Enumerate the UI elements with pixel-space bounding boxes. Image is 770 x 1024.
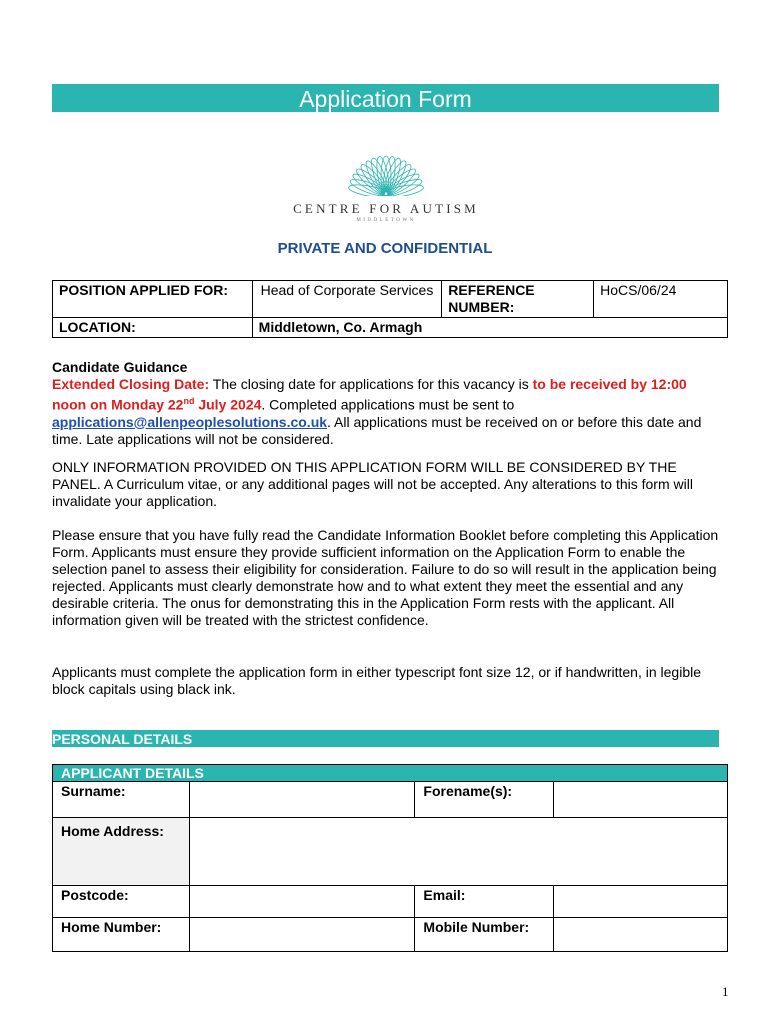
form-title: Application Form	[299, 86, 472, 112]
position-label: POSITION APPLIED FOR:	[53, 281, 253, 318]
postcode-label: Postcode:	[53, 886, 190, 918]
centre-for-autism-logo	[278, 138, 494, 230]
ensure-paragraph: Please ensure that you have fully read the Candidate Information Booklet before completing this Application Form. Applicants must ensure they provide sufficient information on the Application Form to enable the selection panel to assess their eligibility for consideration. Failure to do so will result in the application being rejected. Applicants must clearly demonstrate how and to what extent they meet the essential and any desirable criteria. The onus for demonstrating this in the Application Form rests with the applicant. All information given will be treated with the strictest confidence.	[52, 527, 719, 628]
location-label: LOCATION:	[53, 318, 253, 338]
forename-label: Forename(s):	[415, 782, 554, 818]
closing-deadline-sup: nd	[183, 396, 195, 406]
applications-email-link[interactable]: applications@allenpeoplesolutions.co.uk	[52, 413, 328, 430]
surname-label: Surname:	[53, 782, 190, 818]
home-address-field[interactable]	[189, 818, 727, 886]
mobile-number-label: Mobile Number:	[415, 918, 554, 952]
personal-details-title: PERSONAL DETAILS	[52, 731, 193, 747]
home-number-field[interactable]	[189, 918, 415, 952]
closing-text-2: . Completed applications must be sent to	[261, 396, 515, 413]
reference-label: REFERENCE NUMBER:	[442, 281, 594, 318]
page-number: 1	[722, 984, 729, 999]
closing-date-paragraph	[52, 376, 722, 448]
closing-deadline-2: July 2024	[194, 396, 262, 413]
email-label: Email:	[415, 886, 554, 918]
closing-date-label: Extended Closing Date:	[52, 376, 210, 392]
surname-field[interactable]	[189, 782, 415, 818]
forename-field[interactable]	[554, 782, 728, 818]
flower-logo-icon	[332, 138, 440, 196]
mobile-number-field[interactable]	[554, 918, 728, 952]
personal-details-bar	[52, 730, 719, 747]
home-address-label: Home Address:	[53, 818, 190, 886]
location-value: Middletown, Co. Armagh	[252, 318, 727, 338]
closing-text-1: The closing date for applications for this vacancy is	[209, 376, 533, 392]
logo-name: CENTRE FOR AUTISM	[293, 201, 479, 216]
postcode-field[interactable]	[189, 886, 415, 918]
confidential-heading: PRIVATE AND CONFIDENTIAL	[277, 240, 493, 257]
email-field[interactable]	[554, 886, 728, 918]
reference-value: HoCS/06/24	[594, 281, 728, 318]
guidance-heading: Candidate Guidance	[52, 359, 188, 375]
only-information-paragraph: ONLY INFORMATION PROVIDED ON THIS APPLICATION FORM WILL BE CONSIDERED BY THE PANEL. A Curriculum vitae, or any additional pages will not be accepted. Any alterations to this form will invalidate your application.	[52, 459, 693, 509]
home-number-label: Home Number:	[53, 918, 190, 952]
form-title-bar	[52, 84, 719, 112]
candidate-guidance	[52, 359, 722, 448]
closing-deadline-1: to be received by 12:00 noon on Monday 22	[52, 376, 687, 413]
logo-town: MIDDLETOWN	[356, 218, 416, 223]
position-value: Head of Corporate Services	[252, 281, 442, 318]
closing-text-3: . All applications must be received on or before this date and time. Late applications will not be considered.	[52, 413, 702, 447]
applicant-details-header: APPLICANT DETAILS	[53, 765, 728, 782]
typescript-paragraph: Applicants must complete the application form in either typescript font size 12, or if handwritten, in legible block capitals using black ink.	[52, 664, 701, 697]
applicant-details-table	[52, 764, 728, 952]
position-table	[52, 280, 728, 338]
